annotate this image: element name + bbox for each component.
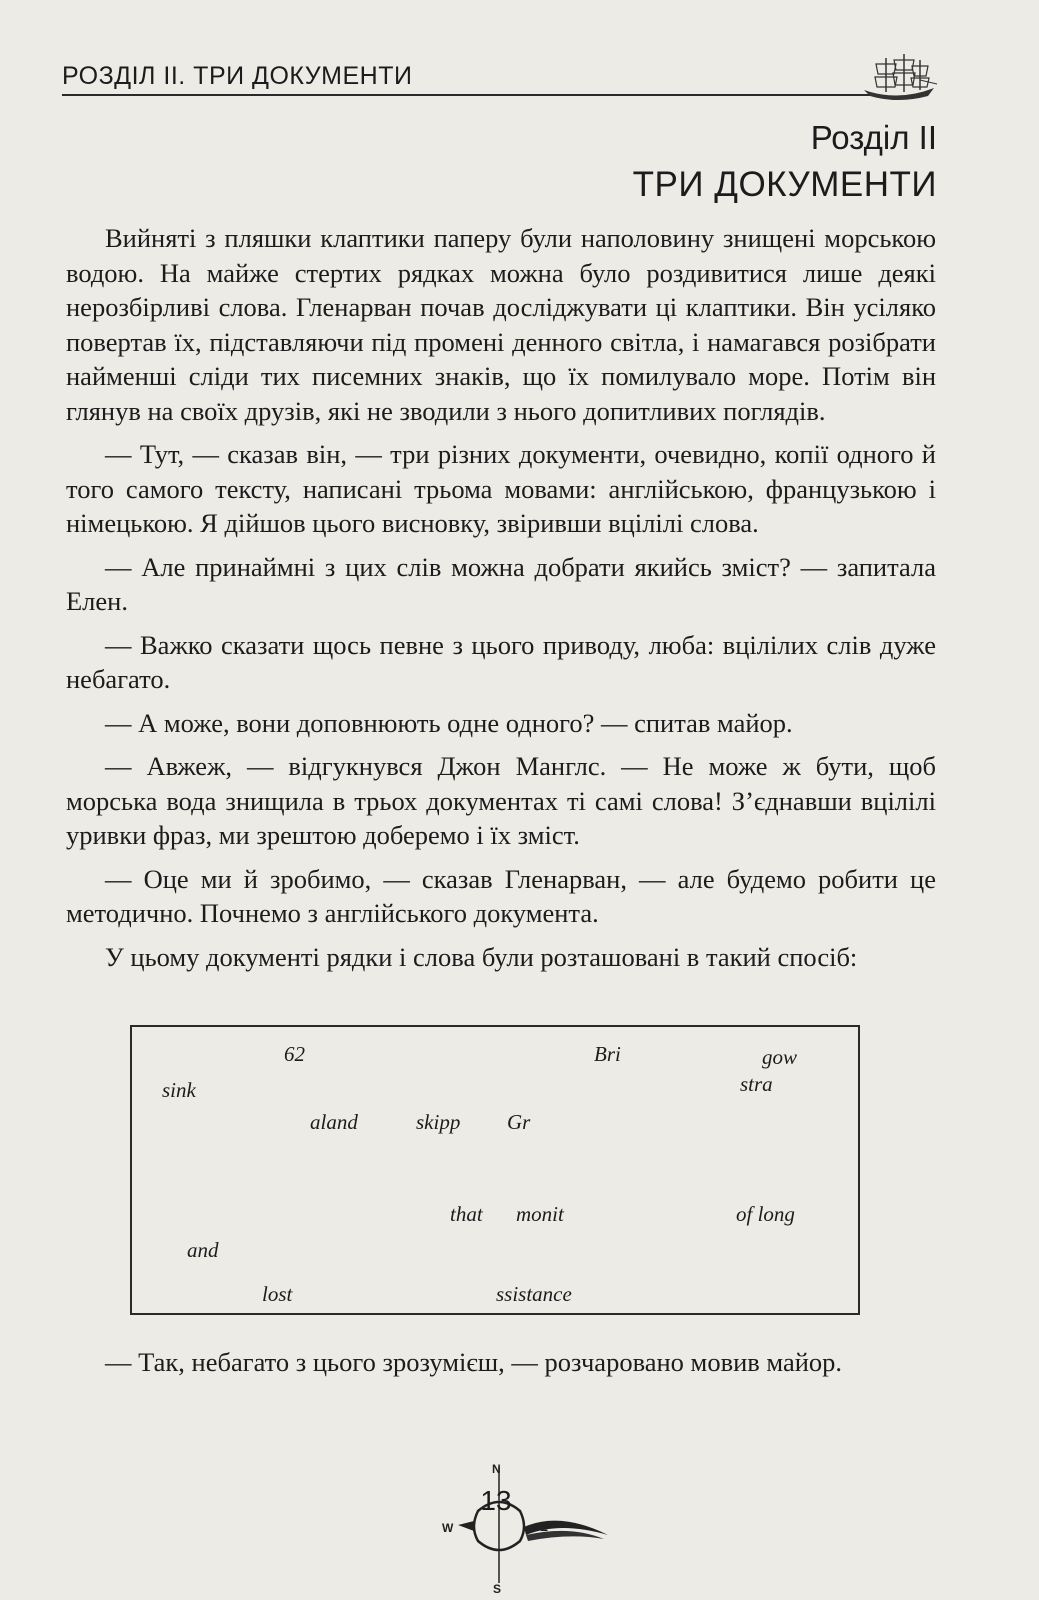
doc-fragment: gow [762, 1045, 798, 1069]
paragraph: — Важко сказати щось певне з цього приводу, люба: вцілілих слів дуже небагато. [66, 629, 936, 694]
doc-fragment: aland [310, 1110, 358, 1134]
paragraph: — Але принаймні з цих слів можна добрати якийсь зміст? — запитала Елен. [66, 551, 936, 616]
doc-fragment: lost [262, 1282, 293, 1306]
doc-fragment: sink [162, 1078, 196, 1102]
paragraph: Вийняті з пляшки клаптики паперу були наполовину знищені морською водою. На майже стертих рядках можна було роздивитися лише деякі нерозбірливі слова. Гленарван почав досліджувати ці клаптики. Він усіляко повертав їх, підставляючи під промені денного світла, і намагався розібрати найменші сліди тих писемних знаків, що їх помилувало море. Потім він глянув на своїх друзів, які не зводили з нього допитливих поглядів. [66, 223, 936, 426]
running-head: РОЗДІЛ ІІ. ТРИ ДОКУМЕНТИ [62, 62, 413, 90]
paragraph: — А може, вони доповнюють одне одного? — спитав майор. [105, 707, 793, 738]
chapter-number: Розділ II [810, 119, 937, 156]
closing-text [66, 1345, 936, 1380]
page-number: 13 [480, 1485, 512, 1516]
compass-s: S [493, 1582, 502, 1595]
doc-fragment: ssistance [496, 1282, 572, 1306]
doc-fragment: stra [740, 1072, 773, 1096]
doc-fragment: monit [516, 1202, 564, 1226]
chapter-title: ТРИ ДОКУМЕНТИ [632, 165, 937, 204]
chapter-body [66, 221, 936, 974]
paragraph: У цьому документі рядки і слова були розташовані в такий спосіб: [105, 941, 858, 972]
english-document-box [130, 1025, 860, 1315]
doc-fragment: of long [736, 1202, 795, 1226]
paragraph: — Авжеж, — відгукнувся Джон Манглс. — Не може ж бути, щоб морська вода знищила в трьох документах ті самі слова! З’єднавши вцілілі уривки фраз, ми зрештою доберемо і їх зміст. [66, 751, 936, 850]
compass-w: W [442, 1521, 454, 1535]
doc-fragment: and [187, 1238, 219, 1262]
compass-rose-icon [430, 1455, 610, 1595]
sailing-ship-icon [858, 50, 938, 106]
compass-e: E [540, 1520, 549, 1534]
header-rule [62, 94, 872, 96]
doc-fragment: Gr [507, 1110, 531, 1134]
doc-fragment: Bri [594, 1042, 621, 1066]
compass-n: N [492, 1462, 501, 1476]
doc-fragment: skipp [416, 1110, 461, 1134]
doc-fragment: that [450, 1202, 483, 1226]
doc-fragment: 62 [284, 1042, 305, 1066]
paragraph: — Так, небагато з цього зрозумієш, — розчаровано мовив майор. [105, 1347, 843, 1377]
paragraph: — Тут, — сказав він, — три різних документи, очевидно, копії одного й того самого тексту, написані трьома мовами: англійською, французькою і німецькою. Я дійшов цього висновку, звіривши вцілілі слова. [66, 439, 936, 538]
paragraph: — Оце ми й зробимо, — сказав Гленарван, — але будемо робити це методично. Почнемо з англійського документа. [66, 863, 936, 928]
